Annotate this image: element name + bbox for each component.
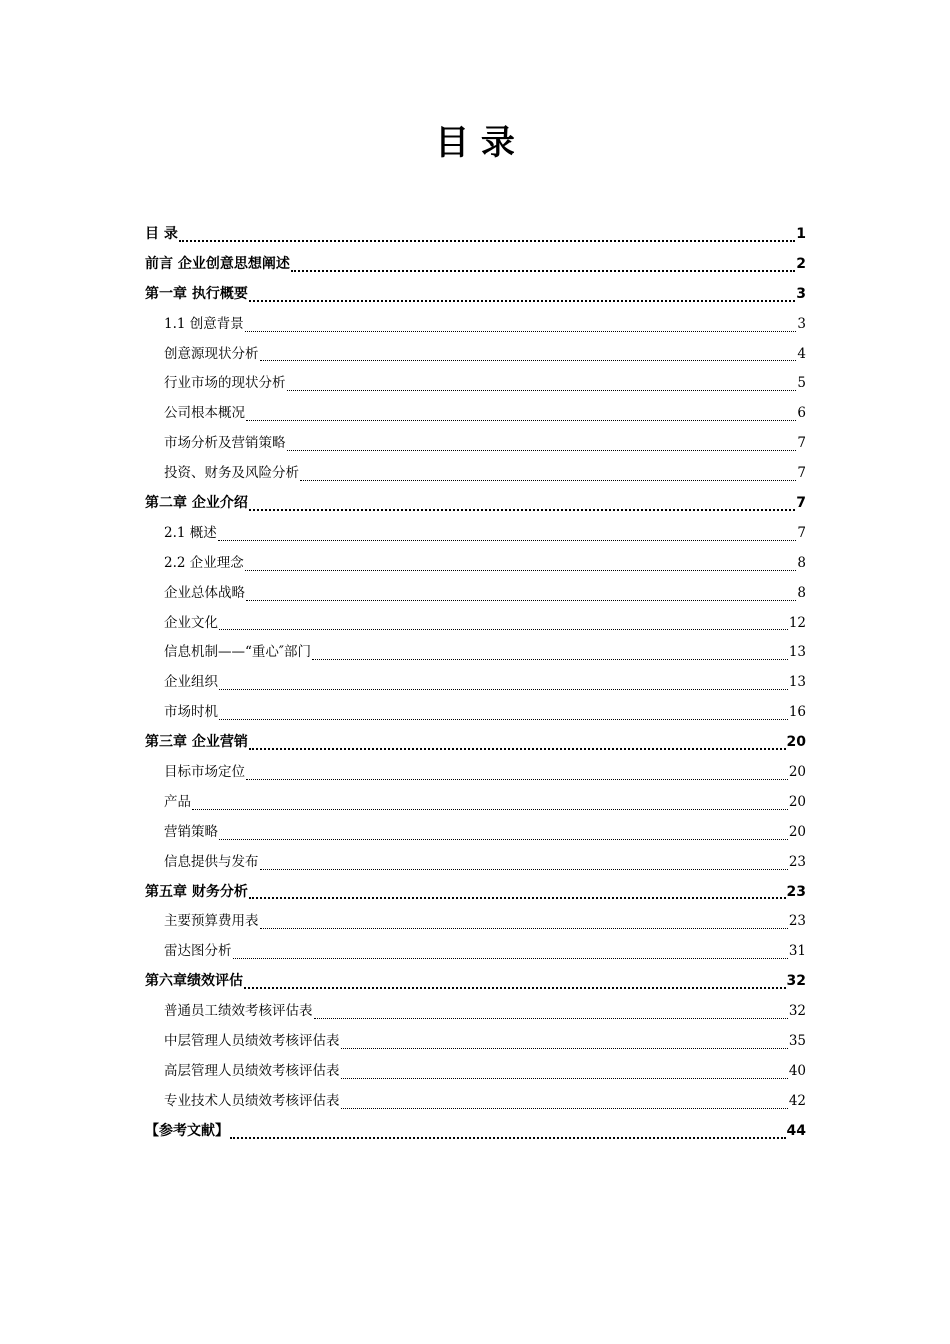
toc-dot-leader (245, 549, 797, 579)
toc-entry[interactable] (145, 788, 806, 818)
toc-entry-page-number: 20 (786, 734, 806, 751)
toc-dot-leader (219, 609, 788, 639)
toc-entry-page-number: 40 (788, 1062, 806, 1079)
toc-entry[interactable] (145, 549, 806, 579)
toc-entry-label: 第三章 企业营销 (145, 734, 248, 751)
toc-entry-page-number: 35 (788, 1033, 806, 1050)
toc-entry-label: 第六章绩效评估 (145, 973, 243, 990)
toc-dot-leader (179, 220, 795, 250)
toc-entry-label: 信息机制——“重心″部门 (164, 644, 311, 661)
toc-entry-page-number: 7 (796, 495, 806, 511)
table-of-contents (145, 220, 806, 1147)
toc-dot-leader (246, 579, 796, 609)
toc-entry-page-number: 3 (796, 285, 806, 302)
toc-entry-page-number: 1 (796, 225, 806, 242)
toc-entry[interactable] (145, 489, 806, 519)
toc-dot-leader (341, 1027, 788, 1057)
toc-entry-label: 公司根本概况 (164, 405, 245, 422)
toc-entry-page-number: 13 (788, 674, 806, 691)
toc-entry[interactable] (145, 399, 806, 429)
toc-dot-leader (260, 907, 788, 937)
toc-entry[interactable] (145, 997, 806, 1027)
toc-entry[interactable] (145, 878, 806, 908)
toc-entry-page-number: 7 (797, 435, 806, 452)
toc-entry-label: 第一章 执行概要 (145, 285, 248, 302)
toc-entry-page-number: 20 (788, 764, 806, 781)
toc-entry-page-number: 4 (797, 345, 806, 362)
toc-dot-leader (260, 340, 797, 370)
toc-entry[interactable] (145, 220, 806, 250)
toc-entry-label: 2.2 企业理念 (164, 554, 244, 571)
toc-entry-label: 主要预算费用表 (164, 913, 259, 930)
toc-entry-page-number: 20 (788, 823, 806, 840)
toc-entry[interactable] (145, 369, 806, 399)
toc-dot-leader (244, 967, 786, 997)
toc-entry-page-number: 20 (788, 793, 806, 810)
toc-entry-label: 市场分析及营销策略 (164, 435, 286, 452)
toc-entry-page-number: 6 (797, 405, 806, 422)
toc-dot-leader (219, 818, 788, 848)
toc-entry[interactable] (145, 250, 806, 280)
toc-entry-label: 企业组织 (164, 674, 218, 691)
toc-entry-label: 企业总体战略 (164, 584, 245, 601)
toc-entry-page-number: 23 (788, 913, 806, 930)
toc-dot-leader (249, 489, 795, 519)
toc-entry-page-number: 44 (786, 1122, 806, 1139)
toc-entry-label: 目 录 (145, 225, 178, 242)
toc-entry-label: 信息提供与发布 (164, 853, 259, 870)
toc-entry[interactable] (145, 280, 806, 310)
toc-dot-leader (312, 638, 788, 668)
toc-entry-label: 市场时机 (164, 704, 218, 721)
toc-entry-page-number: 2 (796, 255, 806, 272)
toc-entry[interactable] (145, 728, 806, 758)
toc-entry-page-number: 32 (786, 973, 806, 990)
toc-entry-label: 1.1 创意背景 (164, 315, 244, 332)
toc-entry-label: 第二章 企业介绍 (145, 495, 248, 511)
toc-entry-page-number: 12 (788, 614, 806, 631)
toc-entry-page-number: 13 (788, 644, 806, 661)
toc-dot-leader (291, 250, 795, 280)
toc-entry-label: 中层管理人员绩效考核评估表 (164, 1033, 340, 1050)
toc-entry[interactable] (145, 459, 806, 489)
toc-dot-leader (300, 459, 796, 489)
toc-entry-page-number: 23 (786, 883, 806, 900)
toc-entry-page-number: 7 (797, 465, 806, 482)
toc-dot-leader (249, 280, 795, 310)
toc-entry[interactable] (145, 579, 806, 609)
toc-dot-leader (219, 698, 788, 728)
toc-dot-leader (246, 399, 796, 429)
toc-entry[interactable] (145, 340, 806, 370)
toc-dot-leader (260, 848, 788, 878)
toc-entry-label: 企业文化 (164, 614, 218, 631)
toc-dot-leader (287, 369, 797, 399)
toc-entry-label: 产品 (164, 793, 191, 810)
toc-dot-leader (230, 1117, 786, 1147)
toc-entry-page-number: 7 (797, 524, 806, 541)
toc-dot-leader (341, 1087, 788, 1117)
toc-entry-label: 2.1 概述 (164, 524, 217, 541)
toc-entry-page-number: 8 (797, 554, 806, 571)
toc-entry-label: 第五章 财务分析 (145, 883, 248, 900)
toc-entry-label: 行业市场的现状分析 (164, 375, 286, 392)
toc-dot-leader (249, 728, 786, 758)
toc-dot-leader (233, 937, 788, 967)
toc-dot-leader (219, 668, 788, 698)
toc-dot-leader (314, 997, 788, 1027)
toc-entry-label: 高层管理人员绩效考核评估表 (164, 1062, 340, 1079)
toc-entry-label: 雷达图分析 (164, 943, 232, 960)
toc-entry[interactable] (145, 848, 806, 878)
toc-entry[interactable] (145, 907, 806, 937)
toc-entry[interactable] (145, 638, 806, 668)
toc-entry-label: 目标市场定位 (164, 764, 245, 781)
toc-entry-label: 前言 企业创意思想阐述 (145, 255, 290, 272)
toc-entry[interactable] (145, 1087, 806, 1117)
toc-entry[interactable] (145, 758, 806, 788)
toc-entry[interactable] (145, 310, 806, 340)
toc-entry-page-number: 8 (797, 584, 806, 601)
toc-entry[interactable] (145, 519, 806, 549)
toc-entry-page-number: 23 (788, 853, 806, 870)
toc-entry-label: 投资、财务及风险分析 (164, 465, 299, 482)
toc-entry-page-number: 31 (788, 943, 806, 960)
toc-entry-label: 营销策略 (164, 823, 218, 840)
toc-entry-label: 普通员工绩效考核评估表 (164, 1003, 313, 1020)
toc-dot-leader (246, 758, 788, 788)
toc-entry[interactable] (145, 429, 806, 459)
toc-entry-label: 创意源现状分析 (164, 345, 259, 362)
toc-entry-label: 专业技术人员绩效考核评估表 (164, 1092, 340, 1109)
toc-entry-label: 【参考文献】 (145, 1122, 229, 1139)
toc-entry[interactable] (145, 698, 806, 728)
toc-entry[interactable] (145, 818, 806, 848)
toc-dot-leader (249, 878, 786, 908)
toc-entry-page-number: 3 (797, 315, 806, 332)
toc-dot-leader (218, 519, 797, 549)
toc-dot-leader (341, 1057, 788, 1087)
page-title: 目 录 (435, 123, 515, 163)
toc-dot-leader (245, 310, 797, 340)
toc-entry[interactable] (145, 668, 806, 698)
toc-entry-page-number: 32 (788, 1003, 806, 1020)
toc-entry[interactable] (145, 609, 806, 639)
toc-entry-page-number: 16 (788, 704, 806, 721)
toc-entry-page-number: 5 (797, 375, 806, 392)
toc-entry[interactable] (145, 967, 806, 997)
toc-entry[interactable] (145, 937, 806, 967)
toc-dot-leader (287, 429, 797, 459)
toc-entry[interactable] (145, 1057, 806, 1087)
toc-entry-page-number: 42 (788, 1092, 806, 1109)
toc-dot-leader (192, 788, 788, 818)
toc-entry[interactable] (145, 1117, 806, 1147)
toc-entry[interactable] (145, 1027, 806, 1057)
